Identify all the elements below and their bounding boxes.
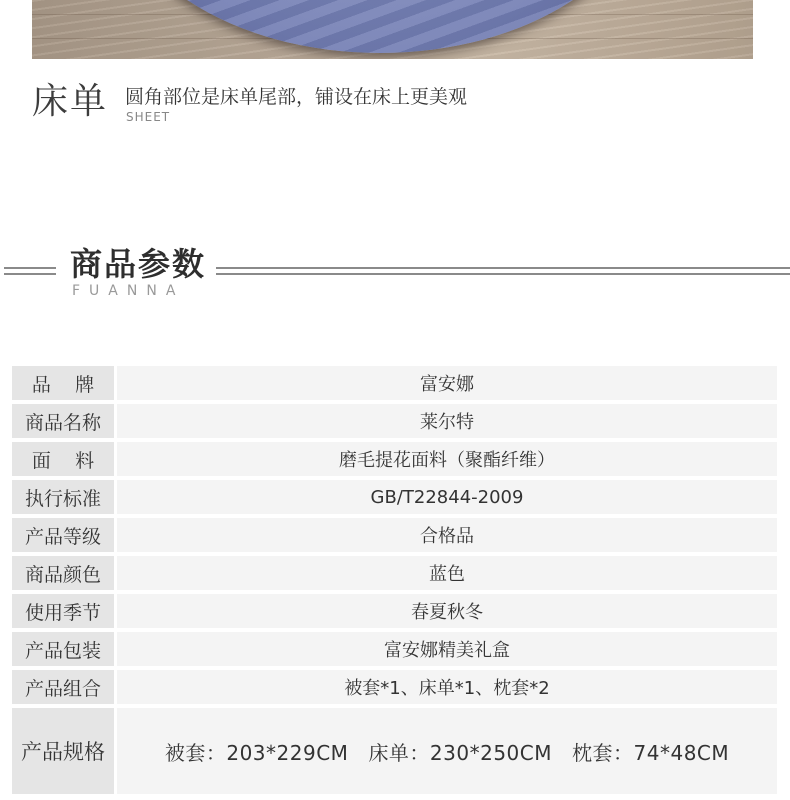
- param-value: [117, 708, 777, 794]
- param-value: 富安娜: [117, 366, 777, 400]
- param-label: 产品等级: [12, 518, 114, 552]
- caption-subtitle: SHEET: [126, 110, 171, 124]
- param-label: 品 牌: [12, 366, 114, 400]
- section-divider-left: [4, 267, 56, 275]
- param-row-packaging: [12, 632, 777, 666]
- param-row-color: [12, 556, 777, 590]
- param-value: 富安娜精美礼盒: [117, 632, 777, 666]
- param-label: 执行标准: [12, 480, 114, 514]
- param-row-combination: [12, 670, 777, 704]
- param-label: 产品组合: [12, 670, 114, 704]
- param-value: 被套*1、床单*1、枕套*2: [117, 670, 777, 704]
- spec-sheet-size: 床单：230*250CM: [368, 740, 553, 765]
- param-row-season: [12, 594, 777, 628]
- param-row-brand: [12, 366, 777, 400]
- param-label: 商品名称: [12, 404, 114, 438]
- product-photo: [32, 0, 753, 59]
- caption-description: 圆角部位是床单尾部，铺设在床上更美观: [125, 86, 468, 108]
- param-label: 产品包装: [12, 632, 114, 666]
- param-row-specification: [12, 708, 777, 794]
- section-divider-right: [216, 267, 790, 275]
- param-value: 春夏秋冬: [117, 594, 777, 628]
- caption-title: 床单: [32, 81, 109, 122]
- param-label: 产品规格: [12, 708, 114, 794]
- params-table: [12, 366, 777, 798]
- section-subtitle: FUANNA: [72, 283, 185, 299]
- param-value: 合格品: [117, 518, 777, 552]
- param-value: 蓝色: [117, 556, 777, 590]
- param-label: 商品颜色: [12, 556, 114, 590]
- param-value: GB/T22844-2009: [117, 480, 777, 514]
- param-value: 磨毛提花面料（聚酯纤维）: [117, 442, 777, 476]
- bedsheet-image: [110, 0, 650, 53]
- param-value: 莱尔特: [117, 404, 777, 438]
- param-row-standard: [12, 480, 777, 514]
- param-row-fabric: [12, 442, 777, 476]
- param-row-product-name: [12, 404, 777, 438]
- param-label: 使用季节: [12, 594, 114, 628]
- param-row-grade: [12, 518, 777, 552]
- spec-pillowcase-size: 枕套：74*48CM: [572, 740, 730, 765]
- spec-duvet-size: 被套：203*229CM: [164, 740, 349, 765]
- param-label: 面 料: [12, 442, 114, 476]
- section-title: 商品参数: [70, 245, 207, 283]
